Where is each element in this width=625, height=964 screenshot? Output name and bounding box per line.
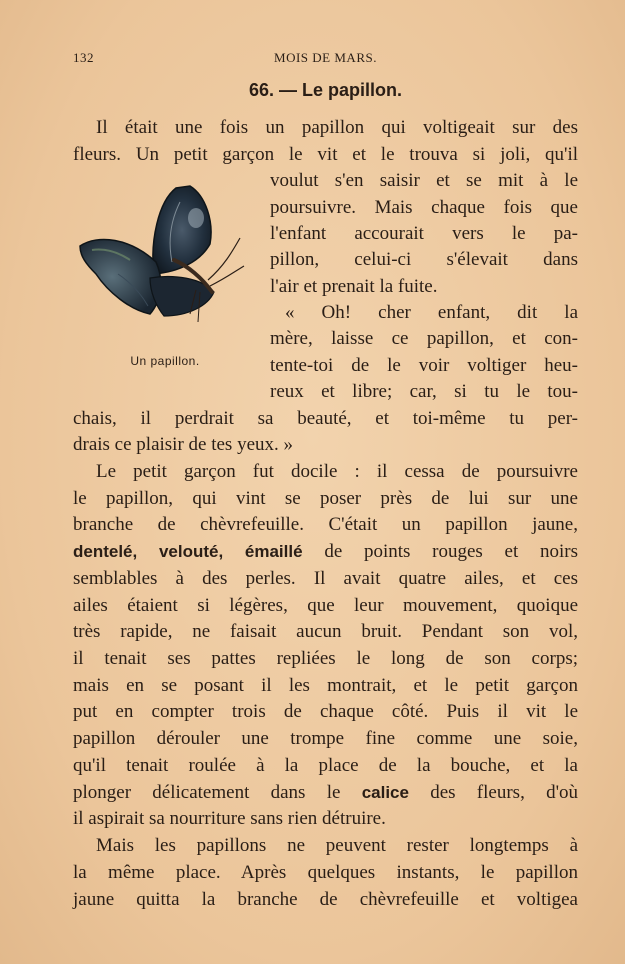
- text-line: « Oh! cher enfant, dit la: [285, 302, 578, 323]
- text-span: de points rouges et noirs: [324, 541, 579, 562]
- text-line: ailes étaient si légères, que leur mouvement, quoique: [73, 595, 578, 616]
- text-line: semblables à des perles. Il avait quatre ailes, et ces: [73, 568, 578, 589]
- text-line: la même place. Après quelques instants, le papillon: [73, 862, 578, 883]
- text-line: il aspirait sa nourriture sans rien détruire.: [73, 808, 386, 829]
- text-line: Il était une fois un papillon qui voltigeait sur des: [96, 117, 578, 138]
- text-line: poursuivre. Mais chaque fois que: [270, 197, 578, 218]
- text-line: tente-toi de le voir voltiger heu-: [270, 355, 578, 376]
- text-line: l'enfant accourait vers le pa-: [270, 223, 578, 244]
- text-line: pillon, celui-ci s'élevait dans: [270, 249, 578, 270]
- text-line: drais ce plaisir de tes yeux. »: [73, 434, 294, 455]
- text-line-emphasis: [73, 539, 578, 565]
- text-line: il tenait ses pattes repliées le long de son corps;: [73, 648, 578, 669]
- text-line: l'air et prenait la fuite.: [270, 276, 438, 297]
- text-line: branche de chèvrefeuille. C'était un papillon jaune,: [73, 514, 578, 535]
- text-line: reux et libre; car, si tu le tou-: [270, 381, 578, 402]
- running-head: MOIS DE MARS.: [274, 50, 377, 65]
- emphasis-text: calice: [361, 783, 409, 802]
- text-line: qu'il tenait roulée à la place de la bouche, et la: [73, 755, 578, 776]
- text-line: put en compter trois de chaque côté. Puis il vit le: [73, 701, 578, 722]
- text-line: jaune quitta la branche de chèvrefeuille et voltigea: [73, 889, 578, 910]
- text-span: des fleurs, d'où: [430, 782, 579, 803]
- text-line: mère, laisse ce papillon, et con-: [270, 328, 578, 349]
- text-line: le papillon, qui vint se poser près de lui sur une: [73, 488, 578, 509]
- page-header: [73, 50, 578, 70]
- figure-caption: Un papillon.: [130, 354, 200, 368]
- text-line: chais, il perdrait sa beauté, et toi-même tu per-: [73, 408, 578, 429]
- chapter-title: 66. — Le papillon.: [248, 80, 403, 100]
- emphasis-text: dentelé, velouté, émaillé: [73, 542, 303, 561]
- text-line: Mais les papillons ne peuvent rester longtemps à: [96, 835, 578, 856]
- text-line: voulut s'en saisir et se mit à le: [270, 170, 578, 191]
- text-line: très rapide, ne faisait aucun bruit. Pendant son vol,: [73, 621, 578, 642]
- text-line: Le petit garçon fut docile : il cessa de poursuivre: [96, 461, 578, 482]
- text-line: mais en se posant il les montrait, et le petit garçon: [73, 675, 578, 696]
- butterfly-illustration: [78, 182, 248, 332]
- text-line: fleurs. Un petit garçon le vit et le trouva si joli, qu'il: [73, 144, 578, 165]
- text-span: plonger délicatement dans le: [73, 782, 341, 803]
- page-number: 132: [73, 50, 94, 65]
- text-line-emphasis: [73, 780, 578, 806]
- text-line: papillon dérouler une trompe fine comme une soie,: [73, 728, 578, 749]
